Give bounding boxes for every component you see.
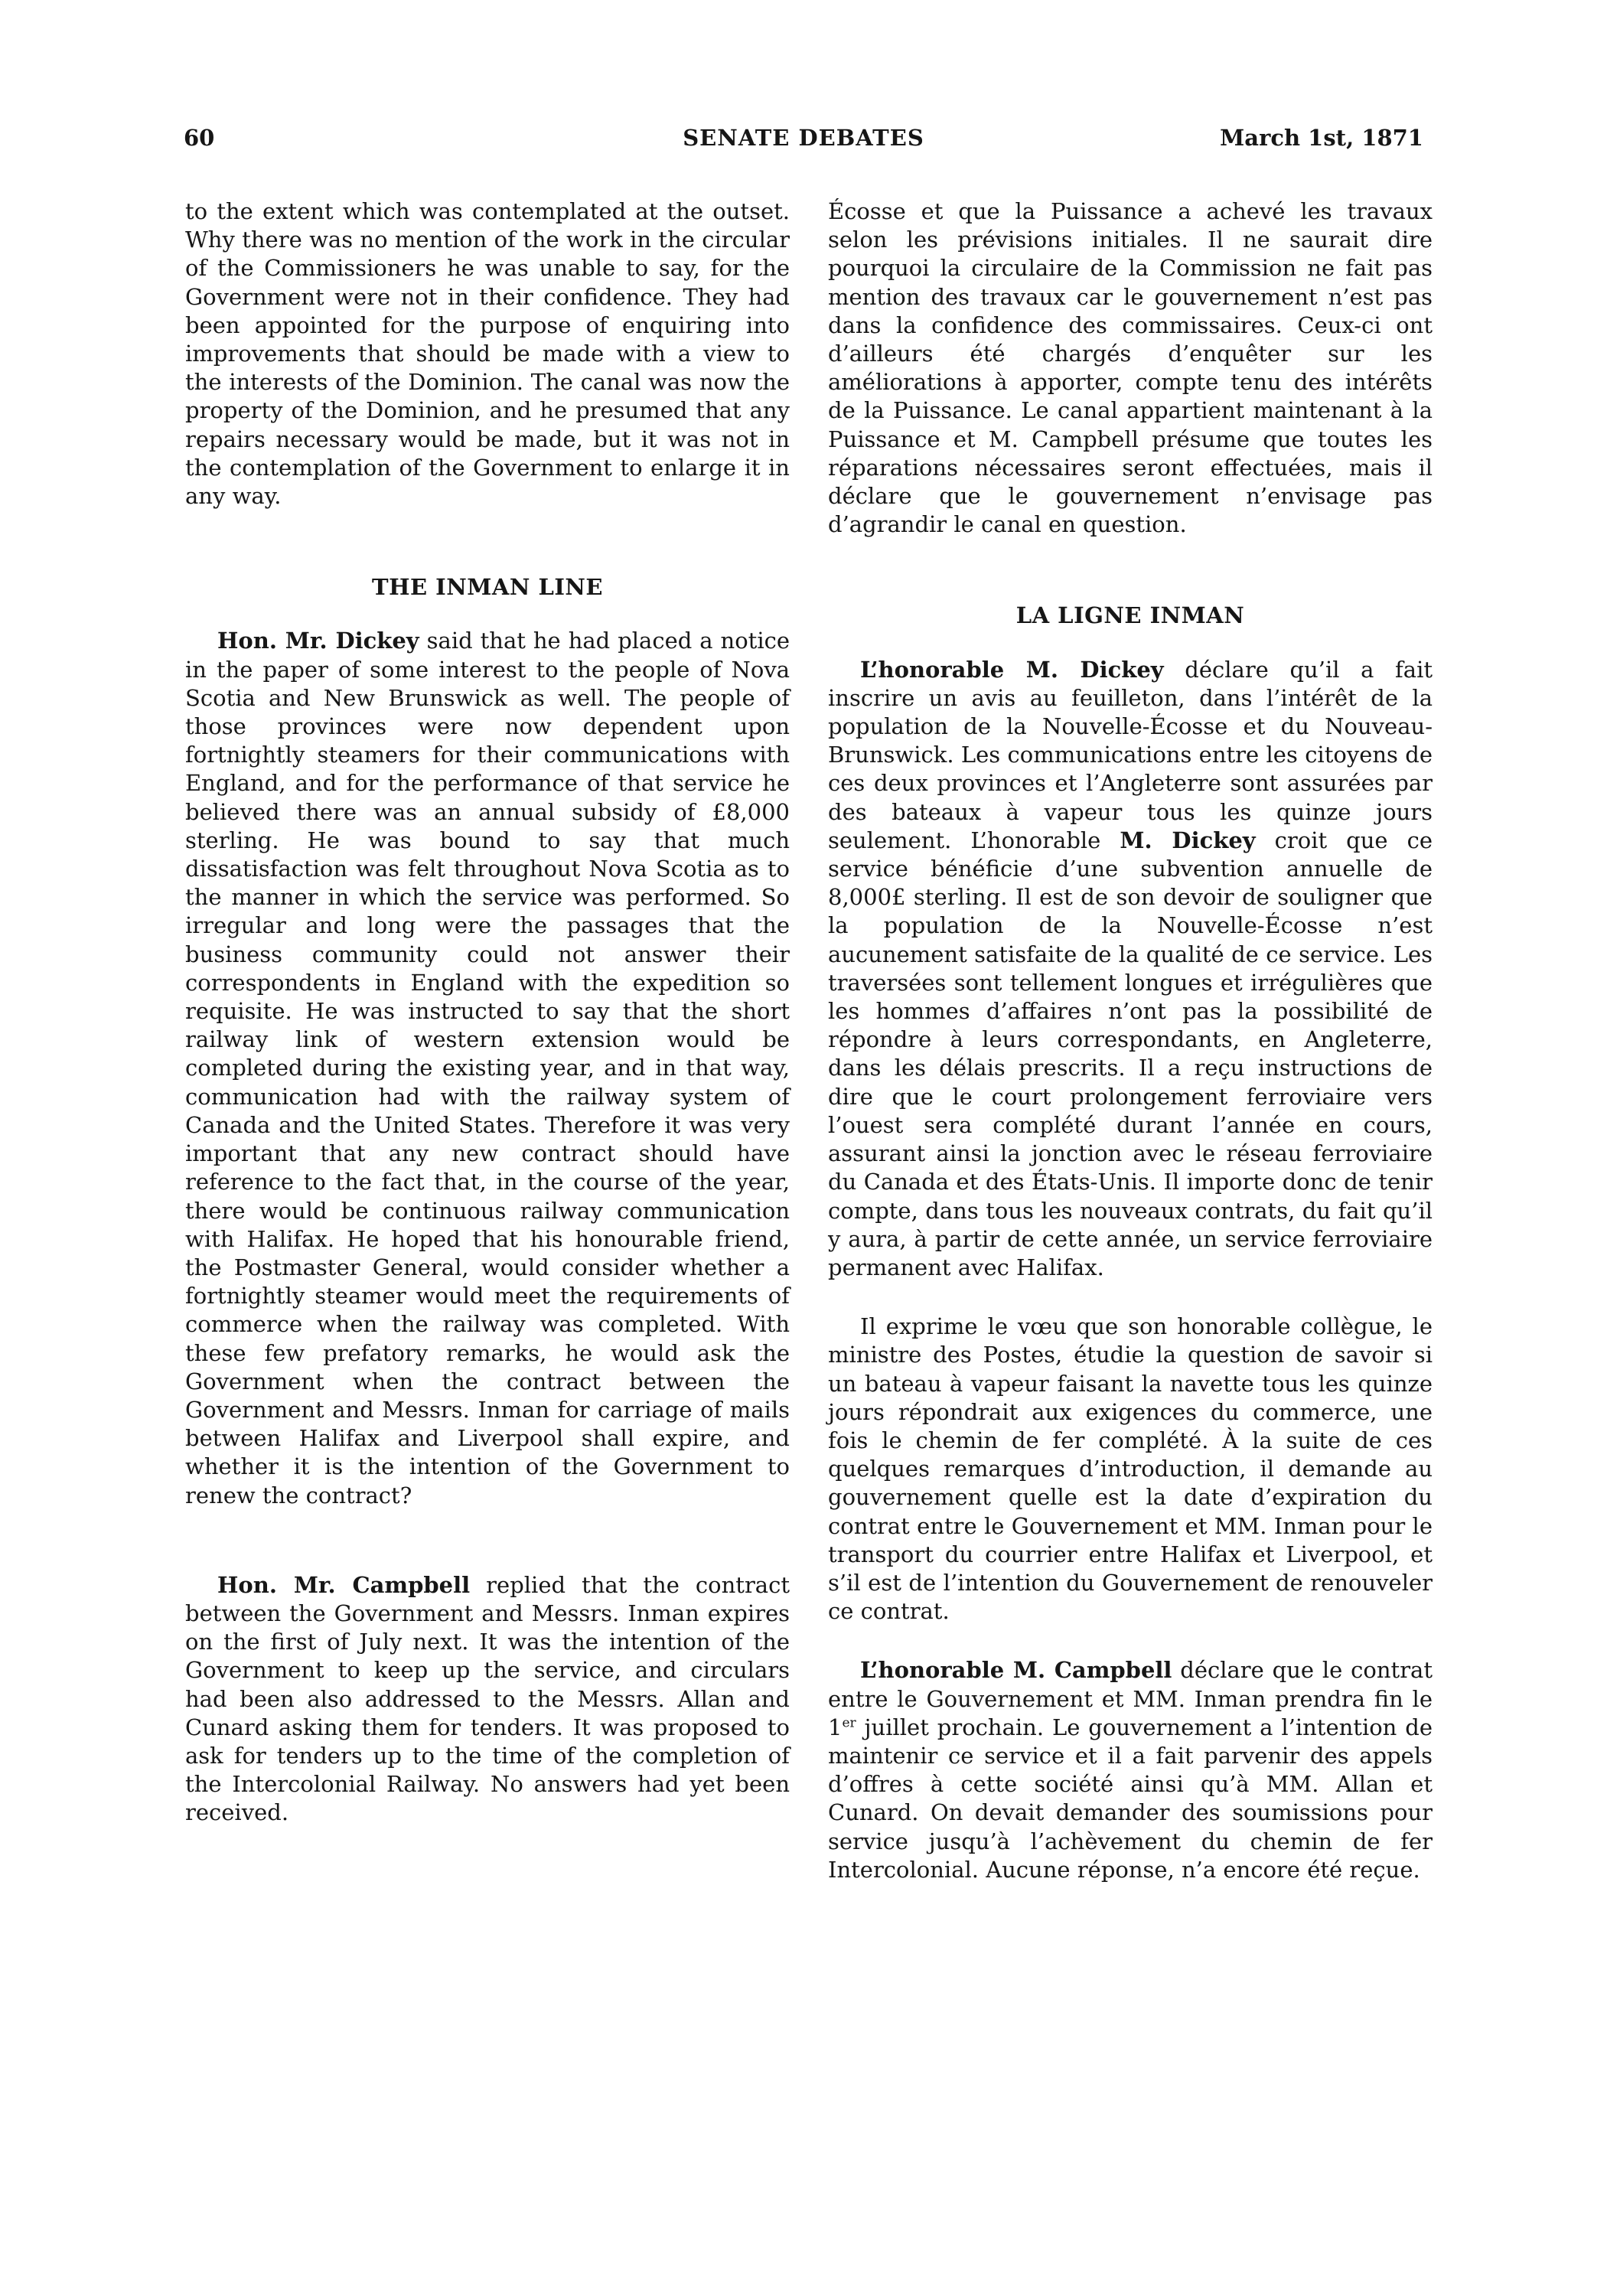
campbell-paragraph-en — [185, 1571, 790, 1828]
speech-text: déclare que le contrat entre le Gouvernement et MM. Inman prendra fin le 1 — [828, 1657, 1433, 1740]
speaker-name-inline: M. Dickey — [1120, 827, 1256, 853]
dickey-paragraph-fr — [828, 656, 1433, 1282]
speaker-name: L’honorable M. Campbell — [860, 1657, 1172, 1684]
french-column — [828, 197, 1433, 1884]
canal-paragraph-fr: Écosse et que la Puissance a achevé les travaux selon les prévisions initiales. Il ne saurait dire pourquoi la circulaire de la Commission ne fait pas mention des travaux car le gouvernement n’est pas dans la confidence des commissaires. Ceux-ci ont d’ailleurs été chargés d’enquêter sur les améliorations à apporter, compte tenu des intérêts de la Puissance. Le canal appartient maintenant à la Puissance et M. Campbell présume que toutes les réparations nécessaires seront effectuées, mais il déclare que le gouvernement n’envisage pas d’agrandir le canal en question. — [828, 198, 1433, 538]
publication-title: SENATE DEBATES — [683, 125, 924, 151]
section-heading-fr: LA LIGNE INMAN — [1015, 602, 1245, 629]
dickey-paragraph-en — [185, 627, 790, 1509]
speech-text: said that he had placed a notice in the paper of some interest to the people of Nova Scotia and New Brunswick as well. The people of those provinces were now dependent upon fortnightly steamers for their communications with England, and for the performance of that service he believed there was an annual subsidy of £8,000 sterling. He was bound to say that much dissatisfaction was felt throughout Nova Scotia as to the manner in which the service was performed. So irregular and long were the passages that the business community could not answer their correspondents in England with the expedition so requisite. He was instructed to say that the short railway link of western extension would be completed during the existing year, and in that way, communication had with the railway system of Canada and the United States. Therefore it was very important that any new contract should have reference to the fact that, in the course of the year, there would be continuous railway communication with Halifax. He hoped that his honourable friend, the Postmaster General, would consider whether a fortnightly steamer would meet the requirements of commerce when the railway was completed. With these few prefatory remarks, he would ask the Government when the contract between the Government and Messrs. Inman for carriage of mails between Halifax and Liverpool shall expire, and whether it is the intention of the Government to renew the contract? — [185, 628, 790, 1508]
english-column — [185, 197, 790, 1828]
speech-text: croit que ce service bénéficie d’une subvention annuelle de 8,000£ sterling. Il est de son devoir de souligner que la population de la Nouvelle-Écosse n’est aucunement satisfaite de la qualité de ce service. Les traversées sont tellement longues et irrégulières que les hommes d’affaires n’ont pas la possibilité de répondre à leurs correspondants, en Angleterre, dans les délais prescrits. Il a reçu instructions de dire que le court prolongement ferroviaire vers l’ouest sera complété durant l’année en cours, assurant ainsi la jonction avec le réseau ferroviaire du Canada et des États-Unis. Il importe donc de tenir compte, dans tous les nouveaux contrats, du fait qu’il y aura, à partir de cette année, un service ferroviaire permanent avec Halifax. — [828, 827, 1433, 1280]
page-number: 60 — [184, 125, 215, 151]
page-header — [184, 125, 1423, 163]
voeu-paragraph-fr: Il exprime le vœu que son honorable collègue, le ministre des Postes, étudie la question de savoir si un bateau à vapeur faisant la navette tous les quinze jours répondrait aux exigences du commerce, une fois le chemin de fer complété. À la suite de ces quelques remarques d’introduction, il demande au gouvernement quelle est la date d’expiration du contrat entre le Gouvernement et MM. Inman pour le transport du courrier entre Halifax et Liverpool, et s’il est de l’intention du Gouvernement de renouveler ce contrat. — [828, 1313, 1433, 1625]
speech-text: déclare qu’il a fait inscrire un avis au feuilleton, dans l’intérêt de la population de la Nouvelle-Écosse et du Nouveau-Brunswick. Les communications entre les citoyens de ces deux provinces et l’Angleterre sont assurées par des bateaux à vapeur tous les quinze jours seulement. L’honorable — [828, 656, 1433, 853]
speech-text: replied that the contract between the Government and Messrs. Inman expires on the first of July next. It was the intention of the Government to keep up the service, and circulars had been also addressed to the Messrs. Allan and Cunard asking them for tenders. It was proposed to ask for tenders up to the time of the completion of the Intercolonial Railway. No answers had yet been received. — [185, 1571, 790, 1826]
campbell-paragraph-fr — [828, 1656, 1433, 1884]
section-heading-en: THE INMAN LINE — [371, 574, 604, 601]
speaker-name: Hon. Mr. Dickey — [217, 628, 419, 654]
speech-text: juillet prochain. Le gouvernement a l’intention de maintenir ce service et il a fait parvenir des appels d’offres à cette société ainsi qu’à MM. Allan et Cunard. On devait demander des soumissions pour service jusqu’à l’achèvement du chemin de fer Intercolonial. Aucune réponse, n’a encore été reçue. — [828, 1714, 1433, 1883]
canal-paragraph-en: to the extent which was contemplated at the outset. Why there was no mention of the work in the circular of the Commissioners he was unable to say, for the Government were not in their confidence. They had been appointed for the purpose of enquiring into improvements that should be made with a view to the interests of the Dominion. The canal was now the property of the Dominion, and he presumed that any repairs necessary would be made, but it was not in the contemplation of the Government to enlarge it in any way. — [185, 198, 790, 510]
speaker-name: Hon. Mr. Campbell — [217, 1571, 471, 1598]
issue-date: March 1st, 1871 — [1220, 125, 1423, 151]
speaker-name: L’honorable M. Dickey — [860, 656, 1164, 683]
ordinal-superscript: er — [842, 1715, 856, 1731]
